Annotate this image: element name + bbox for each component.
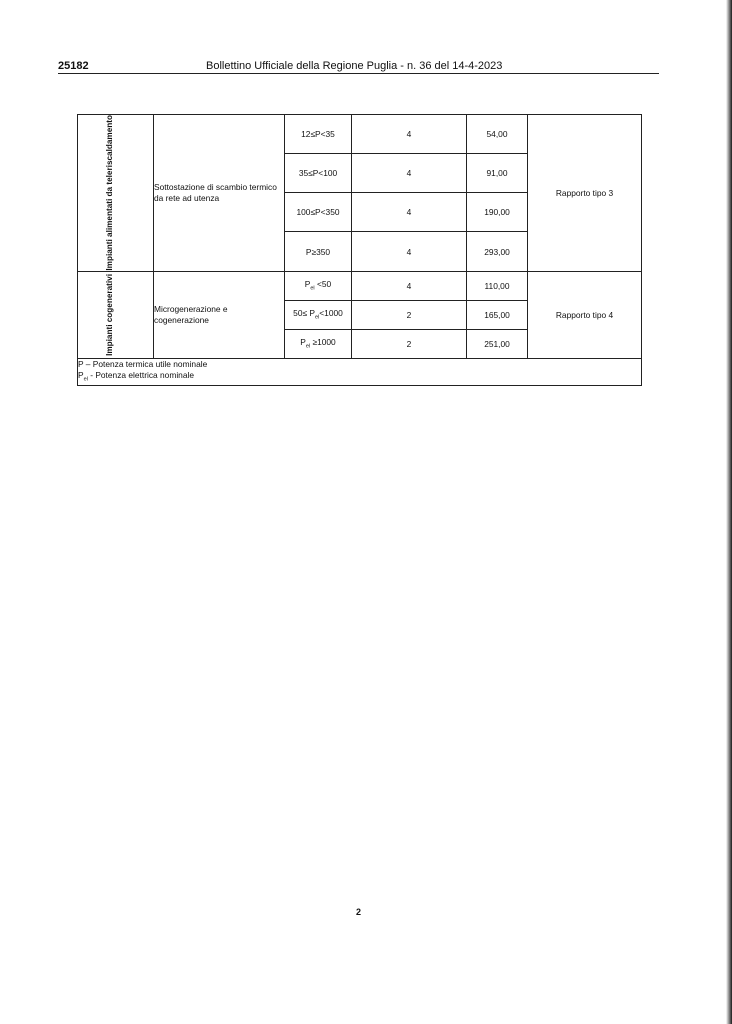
header-page-number: 25182 — [58, 60, 89, 72]
range-cell: 12≤P<35 — [285, 115, 352, 154]
count-cell: 4 — [352, 271, 467, 300]
count-cell: 2 — [352, 329, 467, 358]
value-cell: 251,00 — [467, 329, 528, 358]
range-cell: $P_{el} \ge 1000$ — [285, 329, 352, 358]
description-text: Sottostazione di scambio termico da rete ad utenza — [154, 181, 277, 203]
category-cell — [78, 271, 154, 358]
description-text: Microgenerazione e cogenerazione — [154, 303, 228, 325]
value-cell: 165,00 — [467, 300, 528, 329]
rapporto-cell: Rapporto tipo 4 — [528, 271, 642, 358]
value-cell: 190,00 — [467, 193, 528, 232]
header-rule — [58, 73, 659, 74]
rapporto-cell: Rapporto tipo 3 — [528, 115, 642, 272]
count-cell: 4 — [352, 115, 467, 154]
table-row — [78, 115, 642, 154]
note-line: P – Potenza termica utile nominale — [78, 358, 208, 369]
range-cell: 100≤P<350 — [285, 193, 352, 232]
page-edge-shadow — [726, 0, 732, 1024]
notes-cell — [78, 358, 642, 386]
value-cell: 91,00 — [467, 154, 528, 193]
description-cell — [154, 271, 285, 358]
value-cell: 293,00 — [467, 232, 528, 271]
count-cell: 4 — [352, 193, 467, 232]
range-cell: 35≤P<100 — [285, 154, 352, 193]
value-cell: 54,00 — [467, 115, 528, 154]
category-label: Impianti alimentati da teleriscaldamento — [104, 115, 114, 271]
category-cell — [78, 115, 154, 272]
tariff-table — [77, 114, 642, 386]
range-cell: P≥350 — [285, 232, 352, 271]
count-cell: 4 — [352, 232, 467, 271]
description-cell — [154, 115, 285, 272]
header-title: Bollettino Ufficiale della Regione Puglia - n. 36 del 14-4-2023 — [206, 60, 503, 72]
count-cell: 4 — [352, 154, 467, 193]
table-row — [78, 271, 642, 300]
count-cell: 2 — [352, 300, 467, 329]
notes-row — [78, 358, 642, 386]
category-label: Impianti cogenerativi — [104, 273, 114, 356]
note-line: $P_{el}$ - Potenza elettrica nominale — [78, 369, 195, 383]
range-cell: $50\le P_{el}<1000$ — [285, 300, 352, 329]
footer-page-number: 2 — [356, 907, 362, 917]
value-cell: 110,00 — [467, 271, 528, 300]
range-cell: $P_{el} <50$ — [285, 271, 352, 300]
